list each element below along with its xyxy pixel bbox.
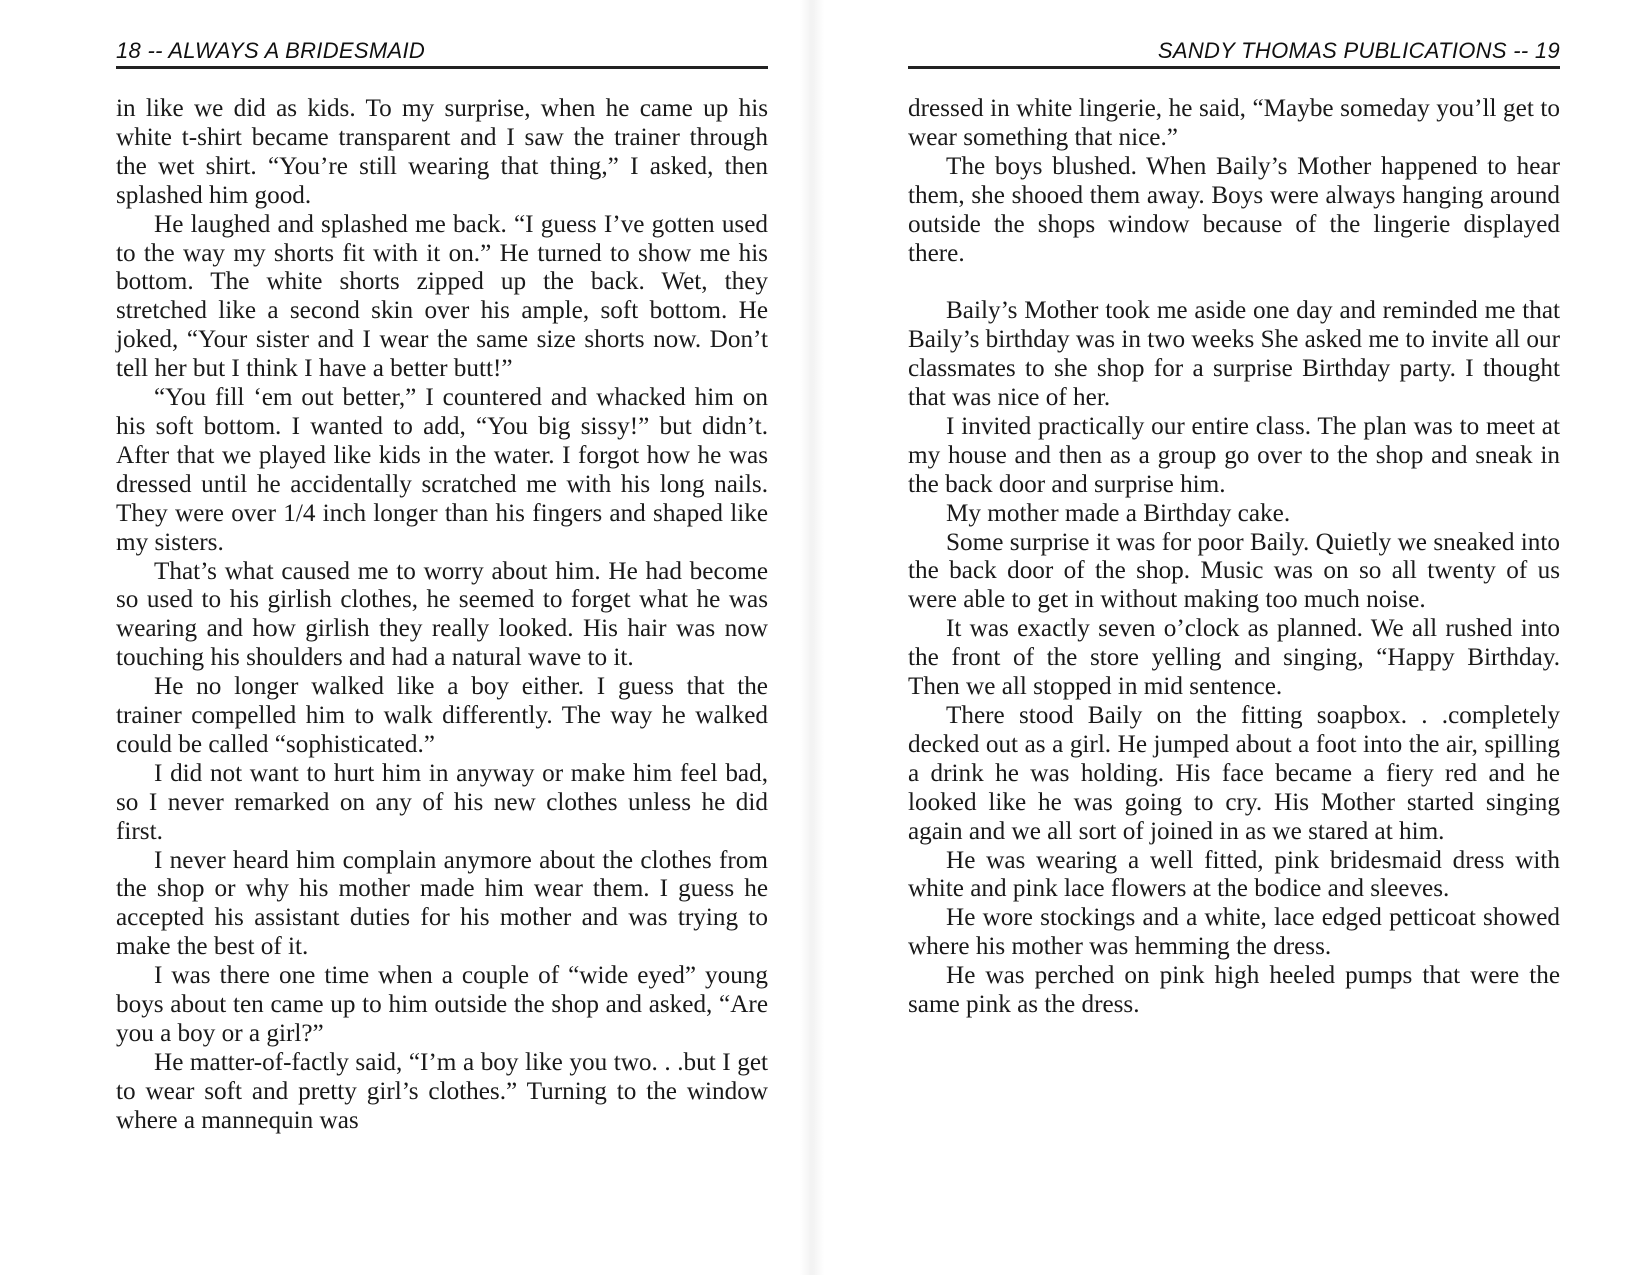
paragraph: He wore stockings and a white, lace edged petticoat showed where his mother was hemming the dress.: [908, 904, 1560, 961]
paragraph: My mother made a Birthday cake.: [946, 499, 1291, 527]
paragraph: I invited practically our entire class. The plan was to meet at my house and then as a group go over to the shop and sneak in the back door and surprise him.: [908, 412, 1560, 498]
right-running-head: SANDY THOMAS PUBLICATIONS -- 19: [908, 36, 1560, 69]
left-page-body: [116, 95, 768, 1136]
paragraph: in like we did as kids. To my surprise, when he came up his white t-shirt became transparent and I saw the trainer through the wet shirt. “You’re still wearing that thing,” I asked, then splashed him good.: [116, 95, 768, 209]
book-gutter: [800, 0, 824, 1275]
left-running-head: 18 -- ALWAYS A BRIDESMAID: [116, 36, 768, 69]
paragraph: Some surprise it was for poor Baily. Quietly we sneaked into the back door of the shop. Music was on so all twenty of us were able to get in without making too much noise.: [908, 528, 1560, 614]
paragraph: I never heard him complain anymore about the clothes from the shop or why his mother made him wear them. I guess he accepted his assistant duties for his mother and was trying to make the best of it.: [116, 846, 768, 961]
paragraph: I did not want to hurt him in anyway or make him feel bad, so I never remarked on any of his new clothes unless he did first.: [116, 759, 768, 845]
paragraph: He was perched on pink high heeled pumps that were the same pink as the dress.: [908, 962, 1560, 1019]
right-page: [908, 36, 1560, 1020]
paragraph: That’s what caused me to worry about him. He had become so used to his girlish clothes, he seemed to forget what he was wearing and how girlish they really looked. His hair was now touching his shoulders and had a natural wave to it.: [116, 557, 768, 672]
paragraph: dressed in white lingerie, he said, “Maybe someday you’ll get to wear something that nice.”: [908, 95, 1560, 151]
paragraph: The boys blushed. When Baily’s Mother happened to hear them, she shooed them away. Boys were always hanging around outside the shops window because of the lingerie displayed there.: [908, 152, 1560, 267]
paragraph: He matter-of-factly said, “I’m a boy like you two. . .but I get to wear soft and pretty girl’s clothes.” Turning to the window where a mannequin was: [116, 1048, 768, 1134]
left-page: [116, 36, 768, 1136]
paragraph: He no longer walked like a boy either. I guess that the trainer compelled him to walk differently. The way he walked could be called “sophisticated.”: [116, 673, 768, 758]
right-page-body: [908, 95, 1560, 1020]
paragraph: I was there one time when a couple of “wide eyed” young boys about ten came up to him outside the shop and asked, “Are you a boy or a girl?”: [116, 962, 768, 1047]
paragraph: He laughed and splashed me back. “I guess I’ve gotten used to the way my shorts fit with it on.” He turned to show me his bottom. The white shorts zipped up the back. Wet, they stretched like a second skin over his ample, soft bottom. He joked, “Your sister and I wear the same size shorts now. Don’t tell her but I think I have a better butt!”: [116, 210, 768, 383]
paragraph: There stood Baily on the fitting soapbox. . .completely decked out as a girl. He jumped about a foot into the air, spilling a drink he was holding. His face became a fiery red and he looked like he was going to cry. His Mother started singing again and we all sort of joined in as we stared at him.: [908, 702, 1560, 845]
paragraph: “You fill ‘em out better,” I countered and whacked him on his soft bottom. I wanted to add, “You big sissy!” but didn’t. After that we played like kids in the water. I forgot how he was dressed until he accidentally scratched me with his long nails. They were over 1/4 inch longer than his fingers and shaped like my sisters.: [116, 384, 768, 556]
paragraph: It was exactly seven o’clock as planned. We all rushed into the front of the store yelling and singing, “Happy Birthday. Then we all stopped in mid sentence.: [908, 615, 1560, 701]
paragraph: He was wearing a well fitted, pink bridesmaid dress with white and pink lace flowers at the bodice and sleeves.: [908, 846, 1560, 903]
paragraph: Baily’s Mother took me aside one day and reminded me that Baily’s birthday was in two weeks She asked me to invite all our classmates to she shop for a surprise Birthday party. I thought that was nice of her.: [908, 297, 1560, 412]
